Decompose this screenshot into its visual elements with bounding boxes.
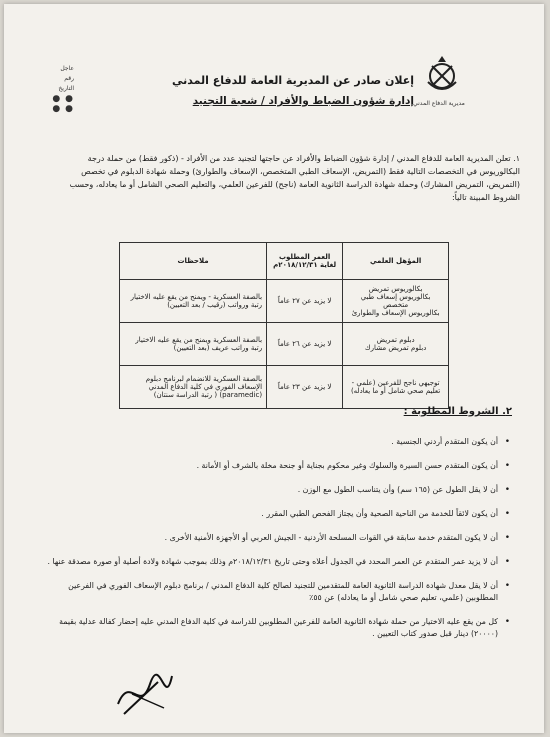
intro-paragraph [50, 152, 520, 204]
cell-age: لا يزيد عن ٢٦ عاماً [267, 323, 343, 366]
header-notes: ملاحظات [120, 243, 267, 280]
table-row [120, 366, 449, 409]
document-page [4, 4, 544, 733]
document-title: إعلان صادر عن المديرية العامة للدفاع المدني [172, 74, 414, 87]
cell-qualification: بكالوريوس تمريض بكالوريوس إسعاف طبي متخصص بكالوريوس الإسعاف والطوارئ [343, 280, 449, 323]
header-qualification: المؤهل العلمي [343, 243, 449, 280]
letterhead [4, 44, 544, 124]
list-item: • أن لا يزيد عمر المتقدم عن العمر المحدد في الجدول أعلاه وحتى تاريخ ٢٠١٨/١٢/٣١م وذلك بموجب شهادة ولادة أصلية أو صورة مصدقة عنها . [40, 556, 510, 568]
table-header-row [120, 243, 449, 280]
cell-notes: بالصفة العسكرية ويمنح من يقع عليه الاختيار رتبة وراتب عريف (بعد التعيين) [120, 323, 267, 366]
table-row [120, 323, 449, 366]
list-item: • أن يكون المتقدم حسن السيرة والسلوك وغير محكوم بجناية أو جنحة مخلة بالشرف أو الأمانة . [40, 460, 510, 472]
table-row [120, 280, 449, 323]
document-subtitle: إدارة شؤون الضباط والأفراد / شعبة التجنيد [192, 95, 414, 107]
stamp-dots: ● ● ● ● [52, 94, 74, 114]
document-titles [172, 74, 414, 107]
header-age: العمر المطلوب لغاية ٢٠١٨/١٢/٣١م [267, 243, 343, 280]
cell-qualification: دبلوم تمريض دبلوم تمريض مشارك [343, 323, 449, 366]
conditions-list [40, 436, 510, 652]
emblem-caption: مديرية الدفاع المدني [413, 100, 465, 107]
stamp-line: عاجل [60, 65, 74, 72]
signature-icon [110, 664, 180, 724]
list-item: • أن يكون لائقاً للخدمة من الناحية الصحية وأن يجتاز الفحص الطبي المقرر . [40, 508, 510, 520]
cell-notes: بالصفة العسكرية للانضمام لبرنامج دبلوم الإسعاف الفوري في كلية الدفاع المدني (paramedic) ( رتبة الدراسة سنتان) [120, 366, 267, 409]
requirements-table [119, 242, 449, 409]
cell-qualification: توجيهي ناجح للفرعين (علمي - تعليم صحي شامل أو ما يعادله) [343, 366, 449, 409]
list-item: • أن لا يقل الطول عن (١٦٥ سم) وأن يتناسب الطول مع الوزن . [40, 484, 510, 496]
intro-text: تعلن المديرية العامة للدفاع المدني / إدارة شؤون الضباط والأفراد عن حاجتها لتجنيد عدد من الأفراد - (ذكور فقط) من حملة درجة البكالوريوس في التخصصات التالية فقط (التمريض، الإسعاف الطبي المتخصص، الإسعاف والطوارئ) وحملة شهادة الدبلوم في تخصص (التمريض، التمريض المشارك) وحملة شهادة الدراسة الثانوية العامة (ناجح) للفرعين العلمي، والتعليم الصحي الشامل أو ما يعادله، وحسب الشروط المبينة تالياً: [69, 154, 520, 202]
cell-notes: بالصفة العسكرية - ويمنح من يقع عليه الاختيار رتبة ورواتب (رقيب / بعد التعيين) [120, 280, 267, 323]
stamp-line: التاريخ [58, 85, 74, 92]
intro-number: ١. [513, 154, 520, 163]
list-item: • أن يكون المتقدم أردني الجنسية . [40, 436, 510, 448]
list-item: • كل من يقع عليه الاختيار من حملة شهادة الثانوية العامة للفرعين المطلوبين للدراسة في كلية الدفاع المدني عليه إحضار كفالة عدلية بقيمة (٢٠٠٠٠) دينار قبل صدور كتاب التعيين . [40, 616, 510, 640]
civil-defense-emblem-icon [420, 52, 464, 96]
list-item: • أن لا يقل معدل شهادة الدراسة الثانوية العامة للمتقدمين للتجنيد لصالح كلية الدفاع المدني / برنامج دبلوم الإسعاف الفوري في الفرعين المطلوبين (علمي، تعليم صحي شامل أو ما يعادله) عن ٥٥٪ [40, 580, 510, 604]
cell-age: لا يزيد عن ٢٧ عاماً [267, 280, 343, 323]
section-heading-conditions: ٢. الشروط المطلوبة : [403, 406, 512, 417]
stamp-line: رقم [64, 75, 74, 82]
reference-stamp [14, 64, 74, 114]
list-item: • أن لا يكون المتقدم خدمة سابقة في القوات المسلحة الأردنية - الجيش العربي أو الأجهزة الأمنية الأخرى . [40, 532, 510, 544]
cell-age: لا يزيد عن ٢٣ عاماً [267, 366, 343, 409]
